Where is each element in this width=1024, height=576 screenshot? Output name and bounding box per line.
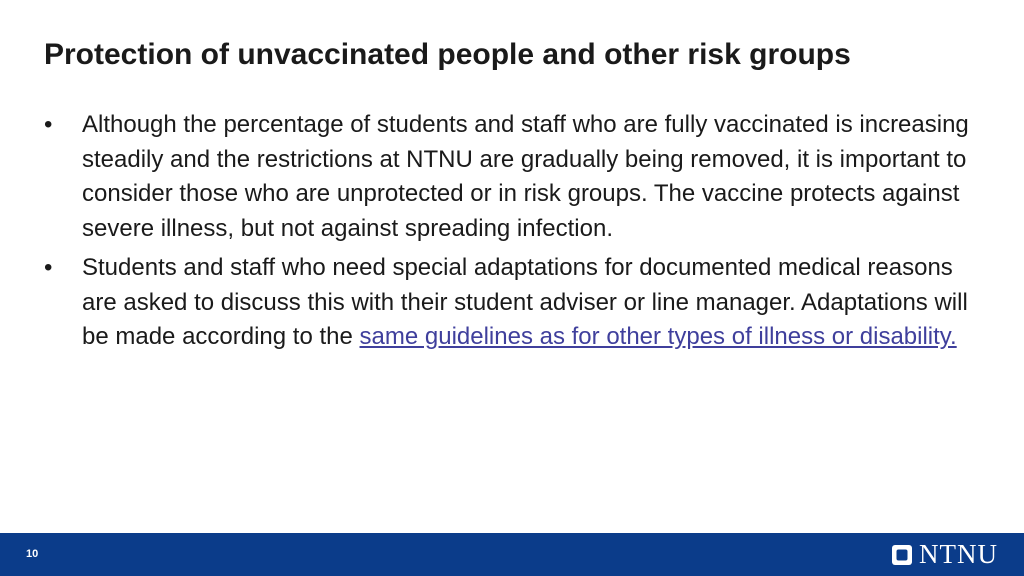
ntnu-logo	[892, 541, 998, 568]
bullet-marker: •	[44, 254, 53, 281]
bullet-item	[44, 108, 984, 246]
bullet-text: Students and staff who need special adaptations for documented medical reasons are asked to discuss this with their student adviser or line manager. Adaptations will be made according to the	[82, 254, 968, 350]
bullet-list	[44, 108, 984, 360]
page-number: 10	[26, 548, 39, 560]
slide-title: Protection of unvaccinated people and other risk groups	[44, 38, 851, 71]
logo-text: NTNU	[919, 539, 998, 569]
guidelines-link[interactable]: same guidelines as for other types of illness or disability.	[359, 323, 957, 350]
bullet-item	[44, 251, 984, 355]
footer-bar	[0, 533, 1024, 576]
bullet-text: Although the percentage of students and staff who are fully vaccinated is increasing steadily and the restrictions at NTNU are gradually being removed, it is important to consider those who are unprotected or in risk groups. The vaccine protects against severe illness, but not against spreading infection.	[82, 111, 969, 242]
bullet-marker: •	[44, 111, 53, 138]
ntnu-logo-mark-icon	[892, 545, 912, 565]
